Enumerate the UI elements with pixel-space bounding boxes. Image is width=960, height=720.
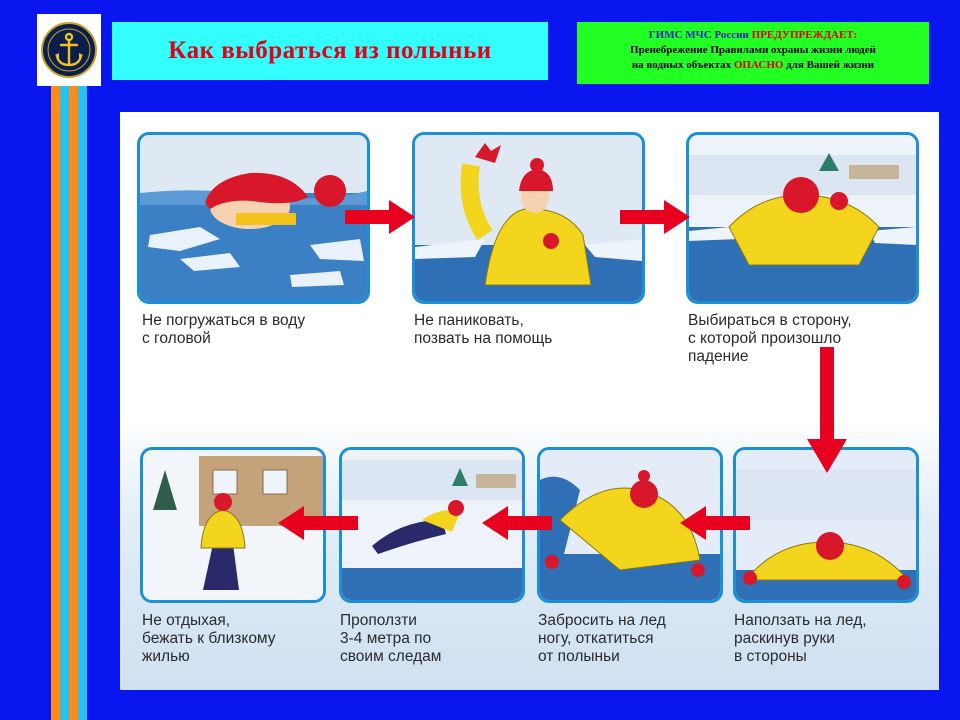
warning-warns: ПРЕДУПРЕЖДАЕТ: — [751, 29, 858, 41]
step-2-caption: Не паниковать, позвать на помощь — [414, 312, 553, 347]
title-banner — [112, 22, 548, 80]
warning-danger: ОПАСНО — [733, 59, 784, 71]
step-1-illustration — [137, 132, 370, 304]
warning-banner — [577, 22, 929, 84]
arrow-right-icon — [345, 200, 415, 234]
warning-line3a: на водных объектах — [631, 59, 732, 71]
emblem-logo — [37, 14, 101, 86]
arrow-left-icon — [278, 506, 358, 540]
step-1-caption: Не погружаться в воду с головой — [142, 312, 306, 347]
anchor-emblem-icon — [41, 22, 97, 78]
step-3-illustration — [686, 132, 919, 304]
decor-stripe-orange — [51, 86, 60, 720]
arrow-left-icon — [482, 506, 552, 540]
step-2-illustration — [412, 132, 645, 304]
arrow-down-icon — [807, 347, 847, 473]
page-title: Как выбраться из полыньи — [168, 37, 492, 64]
arrow-left-icon — [680, 506, 750, 540]
arrow-right-icon — [620, 200, 690, 234]
decor-stripe-orange — [69, 86, 78, 720]
step-7-caption: Не отдыхая, бежать к близкому жилью — [142, 612, 276, 665]
decor-stripe-blue — [60, 86, 69, 720]
instruction-poster — [120, 112, 939, 690]
warning-line2: Пренебрежение Правилами охраны жизни людей — [630, 44, 876, 56]
step-6-caption: Проползти 3-4 метра по своим следам — [340, 612, 442, 665]
decor-stripe-blue — [78, 86, 87, 720]
warning-line3c: для Вашей жизни — [786, 59, 875, 71]
warning-org: ГИМС МЧС России — [648, 29, 749, 41]
step-3-caption: Выбираться в сторону, с которой произошло падение — [688, 312, 852, 365]
step-4-caption: Наползать на лед, раскинув руки в стороны — [734, 612, 867, 665]
step-5-caption: Забросить на лед ногу, откатиться от полыньи — [538, 612, 666, 665]
